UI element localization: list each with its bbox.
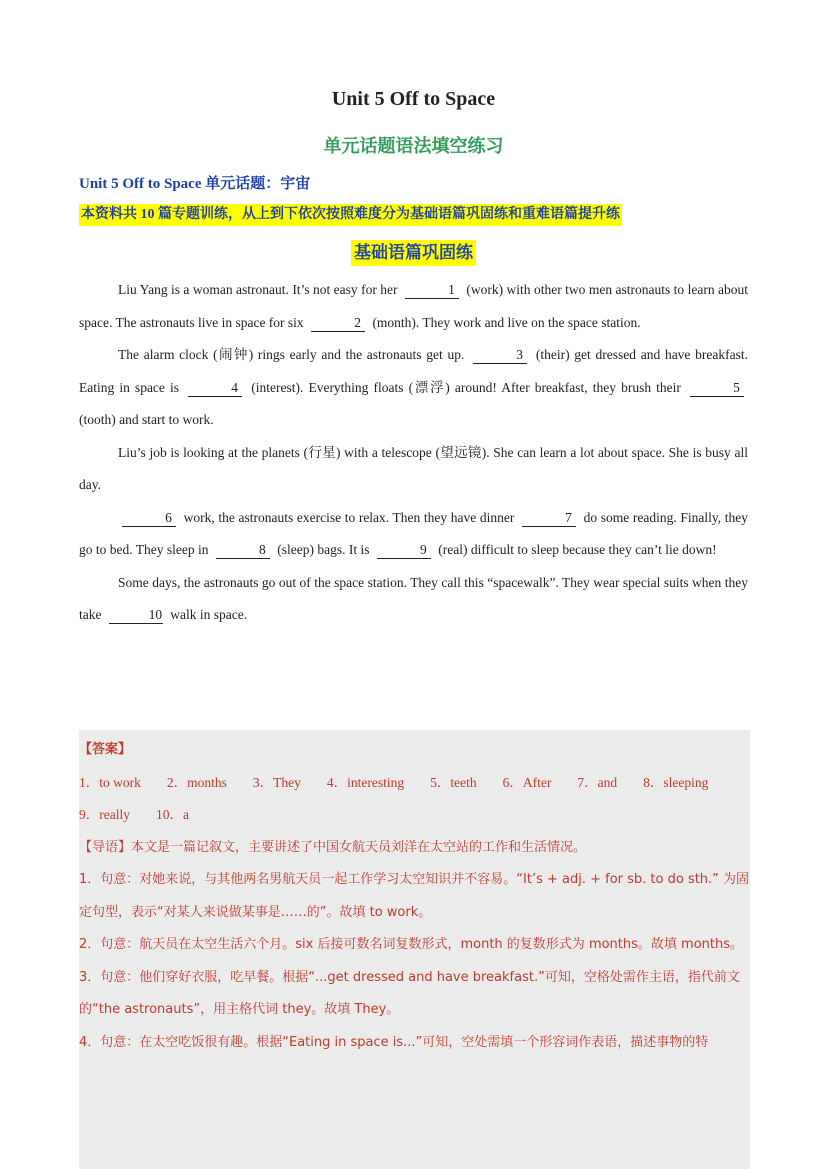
paragraph-5 — [79, 567, 748, 632]
passage-text: The alarm clock (闹钟) rings early and the astronauts get up. — [118, 347, 465, 362]
document-title: Unit 5 Off to Space — [331, 88, 496, 110]
answer-item: 8．sleeping — [643, 774, 709, 790]
blank-10[interactable]: 10 — [109, 607, 163, 624]
paragraph-2 — [79, 339, 748, 437]
answer-item: 5．teeth — [430, 774, 477, 790]
explanation-2: 2．句意：航天员在太空生活六个月。six 后接可数名词复数形式，month 的复数形式为 months。故填 months。 — [79, 937, 744, 952]
passage-text: (real) difficult to sleep because they can’t lie down! — [438, 542, 717, 557]
blank-8[interactable]: 8 — [216, 542, 270, 559]
passage-text: do some reading. Finally, they go to bed. They sleep in — [79, 509, 748, 557]
answer-section — [79, 730, 750, 1169]
answer-list — [79, 767, 750, 832]
section-heading — [0, 240, 827, 266]
passage-text: Some days, the astronauts go out of the space station. They call this “spacewalk”. They wear special suits when they take — [79, 574, 748, 622]
blank-5[interactable]: 5 — [690, 380, 744, 397]
document-subtitle: 单元话题语法填空练习 — [323, 136, 504, 156]
passage-text: (sleep) bags. It is — [277, 542, 370, 557]
guide-text: 【导语】本文是一篇记叙文，主要讲述了中国女航天员刘洋在太空站的工作和生活情况。 — [79, 839, 587, 855]
passage-text: Liu’s job is looking at the planets (行星) with a telescope (望远镜). She can learn a lot about space. She is busy all day. — [79, 444, 748, 492]
answer-heading: 【答案】 — [79, 742, 132, 757]
explanation-4: 4．句意：在太空吃饭很有趣。根据“Eating in space is...”可知，空处需填一个形容词作表语，描述事物的特 — [79, 1034, 709, 1050]
blank-3[interactable]: 3 — [473, 347, 527, 364]
answer-content — [79, 730, 750, 1059]
intro-note: 本资料共 10 篇专题训练，从上到下依次按照难度分为基础语篇巩固练和重难语篇提升练 — [79, 204, 622, 226]
blank-7[interactable]: 7 — [522, 510, 576, 527]
passage — [79, 274, 748, 632]
blank-4[interactable]: 4 — [188, 380, 242, 397]
answer-item: 1．to work — [79, 774, 141, 790]
answer-item: 9．really — [79, 807, 130, 822]
blank-9[interactable]: 9 — [377, 542, 431, 559]
blank-1[interactable]: 1 — [405, 282, 459, 299]
passage-text: (their) get dressed and have breakfast. Eating in space is — [79, 347, 748, 395]
blank-2[interactable]: 2 — [311, 315, 365, 332]
blank-6[interactable]: 6 — [122, 510, 176, 527]
paragraph-1 — [79, 274, 748, 339]
passage-text: (month). They work and live on the space station. — [372, 314, 641, 330]
answer-item: 4．interesting — [326, 774, 405, 790]
answer-item: 2．months — [166, 774, 227, 790]
paragraph-3 — [79, 437, 748, 502]
answer-item: 3．They — [252, 774, 301, 790]
answer-item: 6．After — [502, 774, 552, 790]
passage-text: walk in space. — [170, 607, 248, 622]
passage-text: work, the astronauts exercise to relax. Then they have dinner — [183, 509, 515, 525]
passage-text: (tooth) and start to work. — [79, 412, 214, 427]
section-heading-label: 基础语篇巩固练 — [351, 240, 476, 266]
passage-text: (interest). Everything floats (漂浮) around! After breakfast, they brush their — [251, 379, 681, 395]
explanation-3: 3．句意：他们穿好衣服，吃早餐。根据“...get dressed and have breakfast.”可知，空格处需作主语，指代前文的“the astronauts”，用主格代词 they。故填 They。 — [79, 969, 740, 1017]
passage-text: Liu Yang is a woman astronaut. It’s not easy for her — [118, 282, 398, 297]
unit-topic: Unit 5 Off to Space 单元话题：宇宙 — [79, 176, 311, 192]
explanation-1: 1．句意：对她来说，与其他两名男航天员一起工作学习太空知识并不容易。“It’s + adj. + for sb. to do sth.” 为固定句型，表示“对某人来说做某事是……的”。故填 to work。 — [79, 872, 750, 920]
answer-item: 7．and — [577, 774, 618, 790]
paragraph-4 — [79, 502, 748, 567]
passage-text: (work) with other two men astronauts to learn about space. The astronauts live in space for six — [79, 282, 749, 330]
answer-item: 10．a — [155, 807, 189, 822]
